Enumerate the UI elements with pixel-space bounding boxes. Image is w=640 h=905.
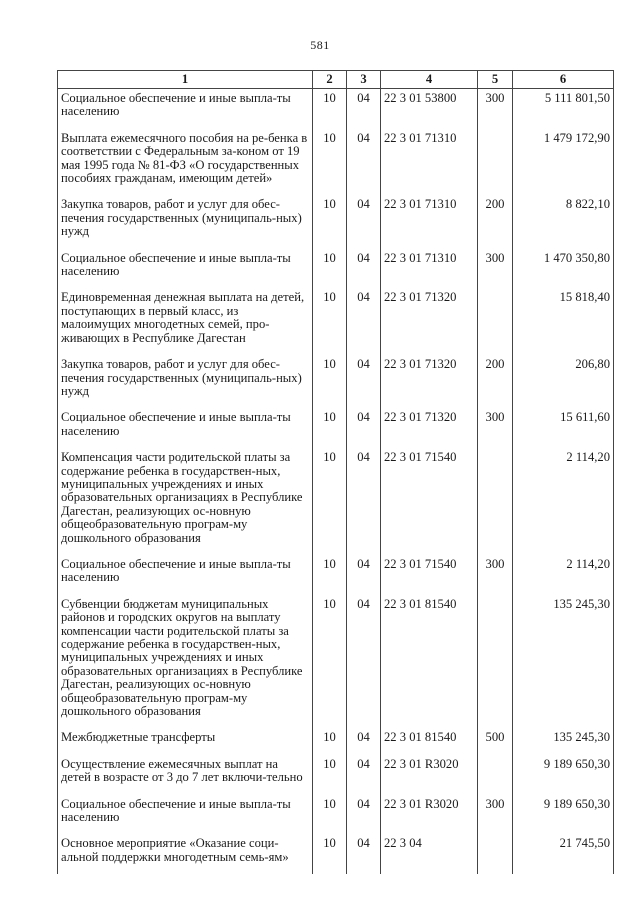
row-name: Единовременная денежная выплата на детей, поступающих в первый класс, из малоимущих многодетных семей, про-живающих в Республике Дагестан [58, 288, 313, 355]
table-row [58, 834, 614, 874]
row-col-5 [478, 834, 513, 874]
row-name: Социальное обеспечение и иные выпла-ты населению [58, 249, 313, 289]
row-col-3: 04 [347, 555, 381, 595]
row-col-2: 10 [313, 555, 347, 595]
row-code: 22 3 01 71540 [381, 555, 478, 595]
table-row [58, 755, 614, 795]
row-code: 22 3 04 [381, 834, 478, 874]
row-col-2: 10 [313, 89, 347, 129]
page-number: 581 [310, 38, 330, 52]
table-row [58, 195, 614, 248]
table-row [58, 129, 614, 196]
header-cell: 2 [313, 71, 347, 89]
table-row [58, 595, 614, 729]
row-amount: 2 114,20 [513, 448, 614, 555]
row-code: 22 3 01 71310 [381, 129, 478, 196]
row-amount: 21 745,50 [513, 834, 614, 874]
row-code: 22 3 01 71310 [381, 249, 478, 289]
row-col-3: 04 [347, 755, 381, 795]
row-name: Межбюджетные трансферты [58, 728, 313, 754]
row-code: 22 3 01 71320 [381, 355, 478, 408]
row-col-5: 200 [478, 355, 513, 408]
row-col-3: 04 [347, 408, 381, 448]
row-col-2: 10 [313, 728, 347, 754]
row-col-2: 10 [313, 195, 347, 248]
budget-table [57, 70, 614, 874]
row-amount: 15 611,60 [513, 408, 614, 448]
row-amount: 8 822,10 [513, 195, 614, 248]
row-code: 22 3 01 71540 [381, 448, 478, 555]
table-row [58, 89, 614, 129]
row-name: Субвенции бюджетам муниципальных районов и городских округов на выплату компенсации части родительской платы за содержание ребенка в государствен-ных, муниципальных учреждениях и иных образовательных организациях в Республике Дагестан, реализующих ос-новную общеобразовательную програм-му дошкольного образования [58, 595, 313, 729]
row-code: 22 3 01 71320 [381, 408, 478, 448]
row-col-3: 04 [347, 195, 381, 248]
row-col-3: 04 [347, 288, 381, 355]
row-col-2: 10 [313, 795, 347, 835]
row-col-2: 10 [313, 448, 347, 555]
row-col-5 [478, 755, 513, 795]
row-col-5 [478, 448, 513, 555]
table-row [58, 795, 614, 835]
row-col-5: 300 [478, 408, 513, 448]
row-col-5 [478, 288, 513, 355]
row-name: Основное мероприятие «Оказание соци-альной поддержки многодетным семь-ям» [58, 834, 313, 874]
row-code: 22 3 01 71320 [381, 288, 478, 355]
row-name: Осуществление ежемесячных выплат на детей в возрасте от 3 до 7 лет включи-тельно [58, 755, 313, 795]
row-amount: 206,80 [513, 355, 614, 408]
row-col-2: 10 [313, 595, 347, 729]
row-code: 22 3 01 71310 [381, 195, 478, 248]
row-name: Социальное обеспечение и иные выпла-ты населению [58, 555, 313, 595]
row-col-5: 300 [478, 89, 513, 129]
row-col-2: 10 [313, 355, 347, 408]
row-code: 22 3 01 R3020 [381, 795, 478, 835]
row-col-2: 10 [313, 129, 347, 196]
table-row [58, 249, 614, 289]
row-col-3: 04 [347, 448, 381, 555]
header-cell: 1 [58, 71, 313, 89]
row-amount: 135 245,30 [513, 728, 614, 754]
table-row [58, 728, 614, 754]
row-col-5: 200 [478, 195, 513, 248]
row-name: Закупка товаров, работ и услуг для обес-печения государственных (муниципаль-ных) нужд [58, 195, 313, 248]
row-code: 22 3 01 R3020 [381, 755, 478, 795]
row-amount: 2 114,20 [513, 555, 614, 595]
row-col-5: 300 [478, 249, 513, 289]
row-col-5: 300 [478, 555, 513, 595]
row-amount: 9 189 650,30 [513, 755, 614, 795]
table-row [58, 448, 614, 555]
header-row [58, 71, 614, 89]
header-cell: 6 [513, 71, 614, 89]
row-col-3: 04 [347, 249, 381, 289]
row-col-3: 04 [347, 129, 381, 196]
table-row [58, 555, 614, 595]
row-col-2: 10 [313, 249, 347, 289]
row-col-3: 04 [347, 728, 381, 754]
row-col-2: 10 [313, 834, 347, 874]
row-col-3: 04 [347, 355, 381, 408]
row-name: Социальное обеспечение и иные выпла-ты населению [58, 89, 313, 129]
row-amount: 1 479 172,90 [513, 129, 614, 196]
row-amount: 1 470 350,80 [513, 249, 614, 289]
row-name: Закупка товаров, работ и услуг для обес-печения государственных (муниципаль-ных) нужд [58, 355, 313, 408]
header-cell: 4 [381, 71, 478, 89]
row-name: Социальное обеспечение и иные выпла-ты населению [58, 408, 313, 448]
row-amount: 135 245,30 [513, 595, 614, 729]
row-col-5: 300 [478, 795, 513, 835]
row-col-2: 10 [313, 755, 347, 795]
table-row [58, 408, 614, 448]
row-amount: 5 111 801,50 [513, 89, 614, 129]
row-code: 22 3 01 81540 [381, 595, 478, 729]
table-row [58, 288, 614, 355]
row-col-5 [478, 595, 513, 729]
row-name: Выплата ежемесячного пособия на ре-бенка в соответствии с Федеральным за-коном от 19 мая 1995 года № 81-ФЗ «О государственных пособиях гражданам, имеющим детей» [58, 129, 313, 196]
row-amount: 9 189 650,30 [513, 795, 614, 835]
row-code: 22 3 01 53800 [381, 89, 478, 129]
row-col-3: 04 [347, 795, 381, 835]
row-col-5: 500 [478, 728, 513, 754]
table-row [58, 355, 614, 408]
row-col-2: 10 [313, 288, 347, 355]
row-col-2: 10 [313, 408, 347, 448]
row-col-3: 04 [347, 89, 381, 129]
row-code: 22 3 01 81540 [381, 728, 478, 754]
row-amount: 15 818,40 [513, 288, 614, 355]
row-name: Социальное обеспечение и иные выпла-ты населению [58, 795, 313, 835]
header-cell: 5 [478, 71, 513, 89]
header-cell: 3 [347, 71, 381, 89]
row-col-3: 04 [347, 834, 381, 874]
row-col-3: 04 [347, 595, 381, 729]
row-name: Компенсация части родительской платы за содержание ребенка в государствен-ных, муниципальных учреждениях и иных образовательных организациях в Республике Дагестан, реализующих ос-новную общеобразовательную програм-му дошкольного образования [58, 448, 313, 555]
row-col-5 [478, 129, 513, 196]
